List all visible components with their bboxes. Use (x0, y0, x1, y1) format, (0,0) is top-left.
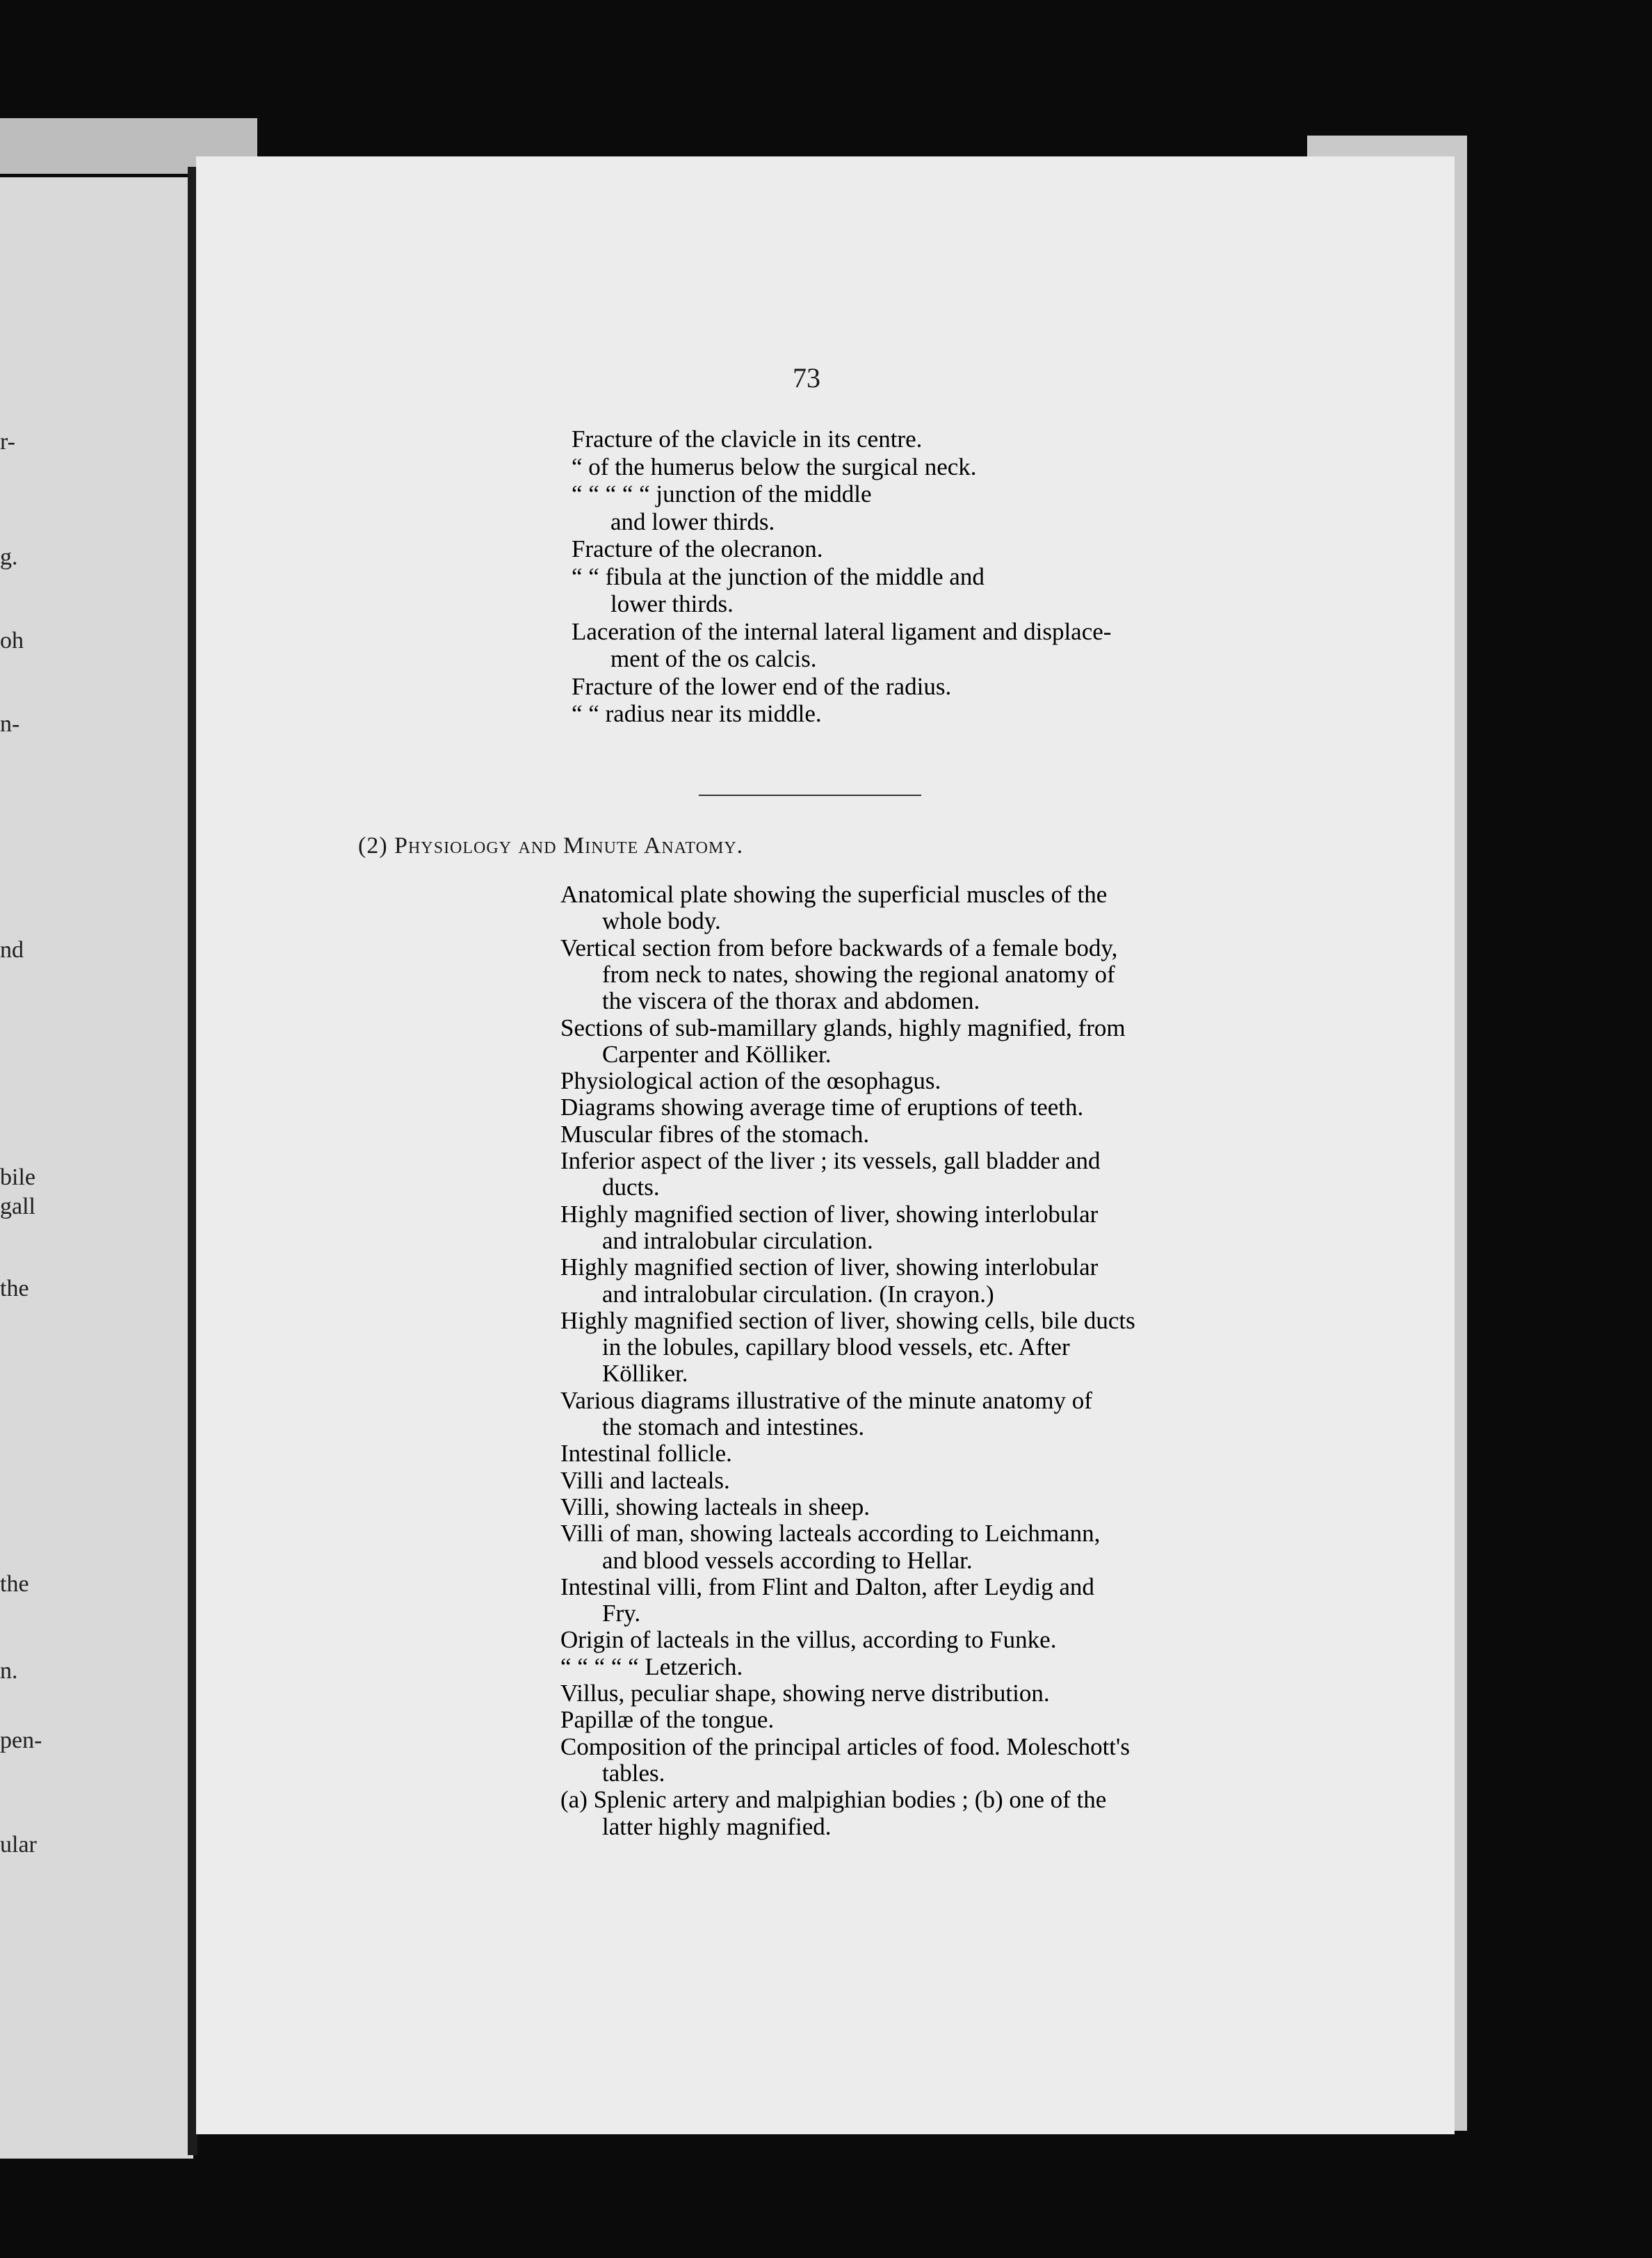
entry-description-continued: latter highly magnified. (602, 1812, 832, 1840)
entry-description-continued: the viscera of the thorax and abdomen. (602, 987, 980, 1015)
entry-description: Fracture of the olecranon. (572, 535, 823, 562)
left-page-fragment: pen- (0, 1728, 42, 1753)
left-page-fragment: ular (0, 1832, 37, 1858)
entry-description: (a) Splenic artery and malpighian bodies ; (b) one of the (560, 1786, 1107, 1814)
left-page (0, 177, 193, 2159)
entry-description-continued: ment of the os calcis. (610, 645, 817, 672)
entry-description-continued: from neck to nates, showing the regional anatomy of (602, 960, 1115, 988)
entry-description: Intestinal villi, from Flint and Dalton, after Leydig and (560, 1573, 1094, 1600)
entry-description: “ “ fibula at the junction of the middle and (572, 562, 985, 590)
page-number: 73 (793, 362, 820, 393)
entry-description: Origin of lacteals in the villus, according to Funke. (560, 1626, 1057, 1654)
entry-description: “ of the humerus below the surgical neck. (572, 453, 977, 480)
entry-description: Villus, peculiar shape, showing nerve distribution. (560, 1680, 1050, 1707)
entry-description-continued: and blood vessels according to Hellar. (602, 1546, 973, 1574)
entry-description-continued: Kölliker. (602, 1360, 688, 1388)
entry-description-continued: lower thirds. (610, 590, 734, 617)
left-page-fragment: oh (0, 628, 24, 653)
entry-description-continued: tables. (602, 1759, 665, 1787)
entry-description-continued: Fry. (602, 1600, 641, 1627)
entry-description: Villi and lacteals. (560, 1466, 730, 1494)
section-divider (699, 795, 921, 796)
entry-description: Vertical section from before backwards of a female body, (560, 934, 1118, 961)
entry-description: Sections of sub-mamillary glands, highly magnified, from (560, 1014, 1126, 1041)
left-page-fragment: g. (0, 544, 18, 570)
entry-description: Villi of man, showing lacteals according to Leichmann, (560, 1520, 1101, 1548)
entry-description: Papillæ of the tongue. (560, 1706, 775, 1734)
left-page-fragment: r- (0, 429, 15, 455)
entry-description: Diagrams showing average time of eruptions of teeth. (560, 1094, 1084, 1121)
entry-description-continued: ducts. (602, 1173, 660, 1201)
entry-description: Anatomical plate showing the superficial muscles of the (560, 881, 1108, 908)
entry-description: Fracture of the clavicle in its centre. (572, 425, 923, 453)
entry-description: Intestinal follicle. (560, 1440, 732, 1468)
entry-description: Highly magnified section of liver, showing interlobular (560, 1200, 1099, 1228)
entry-description-continued: and intralobular circulation. (In crayon.) (602, 1280, 994, 1308)
entry-description-continued: and intralobular circulation. (602, 1226, 873, 1254)
entry-description: Fracture of the lower end of the radius. (572, 672, 952, 700)
entry-description: Muscular fibres of the stomach. (560, 1120, 870, 1148)
left-page-fragment: the (0, 1276, 29, 1301)
entry-description: Physiological action of the œsophagus. (560, 1067, 941, 1095)
entry-description-continued: and lower thirds. (610, 507, 775, 535)
entry-description-continued: the stomach and intestines. (602, 1413, 865, 1440)
entry-description: “ “ “ “ “ junction of the middle (572, 480, 872, 507)
left-page-fragment: gall (0, 1194, 35, 1219)
left-page-fragment: nd (0, 937, 24, 963)
entry-description-continued: whole body. (602, 907, 721, 935)
left-page-fragment: n- (0, 711, 20, 737)
entry-description: “ “ radius near its middle. (572, 700, 822, 727)
entry-description: Inferior aspect of the liver ; its vessels, gall bladder and (560, 1147, 1101, 1174)
entry-description-continued: Carpenter and Kölliker. (602, 1040, 832, 1068)
entry-description: Composition of the principal articles of food. Moleschott's (560, 1732, 1130, 1760)
entry-description: Villi, showing lacteals in sheep. (560, 1493, 870, 1520)
left-page-fragment: n. (0, 1658, 18, 1684)
left-page-fragment: the (0, 1571, 29, 1597)
section-heading: (2) Physiology and Minute Anatomy. (358, 833, 744, 859)
left-page-fragment: bile (0, 1164, 35, 1190)
entry-description: Highly magnified section of liver, showing cells, bile ducts (560, 1306, 1135, 1334)
entry-description: Laceration of the internal lateral ligament and displace- (572, 617, 1112, 645)
entry-description-continued: in the lobules, capillary blood vessels, etc. After (602, 1333, 1070, 1361)
entry-description: Highly magnified section of liver, showing interlobular (560, 1253, 1099, 1281)
entry-description: Various diagrams illustrative of the minute anatomy of (560, 1386, 1092, 1414)
entry-description: “ “ “ “ “ Letzerich. (560, 1652, 743, 1680)
